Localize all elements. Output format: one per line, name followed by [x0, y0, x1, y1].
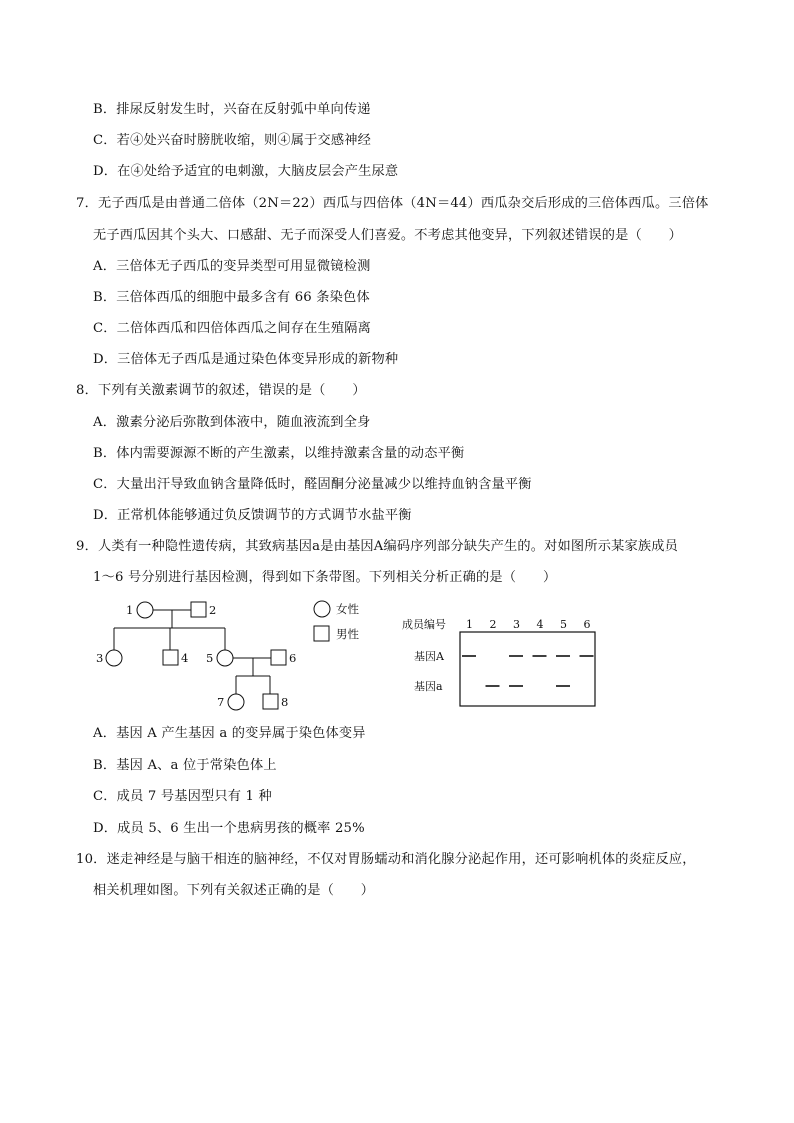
q6-option-c: C．若④处兴奋时膀胱收缩，则④属于交感神经 [93, 133, 372, 148]
q8-option-b: B．体内需要源源不断的产生激素，以维持激素含量的动态平衡 [93, 446, 465, 461]
q9-stem-line1: 9．人类有一种隐性遗传病，其致病基因a是由基因A编码序列部分缺失产生的。对如图所示某家族成员 [76, 539, 679, 554]
q8-option-c: C．大量出汗导致血钠含量降低时，醛固酮分泌量减少以维持血钠含量平衡 [93, 477, 532, 492]
pedigree-label-1: 1 [126, 603, 134, 617]
q9-option-a: A．基因 A 产生基因 a 的变异属于染色体变异 [93, 726, 366, 741]
gel-column-5: 5 [560, 618, 567, 631]
pedigree-label-7: 7 [217, 695, 225, 709]
pedigree-diagram [90, 592, 380, 718]
pedigree-label-2: 2 [209, 603, 217, 617]
pedigree-female-7 [228, 694, 244, 710]
q7-option-d: D．三倍体无子西瓜是通过染色体变异形成的新物种 [93, 352, 399, 367]
q7-option-c: C．二倍体西瓜和四倍体西瓜之间存在生殖隔离 [93, 321, 372, 336]
legend-female-symbol [314, 601, 330, 617]
q7-stem-line2: 无子西瓜因其个头大、口感甜、无子而深受人们喜爱。不考虑其他变异，下列叙述错误的是（ ） [93, 228, 683, 243]
gel-band-diagram [400, 610, 600, 710]
q8-option-a: A．激素分泌后弥散到体液中，随血液流到全身 [93, 415, 371, 430]
pedigree-label-3: 3 [96, 651, 104, 665]
pedigree-male-6 [271, 650, 286, 665]
q7-stem-line1: 7．无子西瓜是由普通二倍体（2N＝22）西瓜与四倍体（4N＝44）西瓜杂交后形成的三倍体西瓜。三倍体 [76, 196, 709, 211]
gel-column-2: 2 [489, 618, 497, 631]
q9-option-d: D．成员 5、6 生出一个患病男孩的概率 25% [93, 821, 365, 836]
gel-row-A-label: 基因A [414, 650, 444, 663]
pedigree-label-8: 8 [281, 695, 289, 709]
q7-option-a: A．三倍体无子西瓜的变异类型可用显微镜检测 [93, 259, 371, 274]
gel-frame [460, 632, 595, 706]
q10-stem-line2: 相关机理如图。下列有关叙述正确的是（ ） [93, 883, 375, 898]
pedigree-female-1 [137, 602, 153, 618]
legend-male-label: 男性 [336, 627, 359, 641]
gel-row-a-label: 基因a [414, 680, 443, 693]
gel-column-6: 6 [583, 618, 591, 631]
pedigree-label-5: 5 [206, 651, 214, 665]
pedigree-label-4: 4 [181, 651, 189, 665]
q8-stem: 8．下列有关激素调节的叙述，错误的是（ ） [76, 383, 366, 398]
legend-male-symbol [314, 626, 329, 641]
pedigree-male-2 [191, 602, 206, 617]
gel-column-3: 3 [513, 618, 520, 631]
pedigree-female-5 [217, 650, 233, 666]
q6-option-b: B．排尿反射发生时，兴奋在反射弧中单向传递 [93, 102, 371, 117]
q9-stem-line2: 1～6 号分别进行基因检测，得到如下条带图。下列相关分析正确的是（ ） [93, 570, 557, 585]
gel-column-1: 1 [466, 618, 473, 631]
q7-option-b: B．三倍体西瓜的细胞中最多含有 66 条染色体 [93, 290, 370, 305]
q9-option-c: C．成员 7 号基因型只有 1 种 [93, 789, 272, 804]
pedigree-male-4 [163, 650, 178, 665]
legend-female-label: 女性 [336, 602, 359, 616]
q9-option-b: B．基因 A、a 位于常染色体上 [93, 758, 277, 773]
gel-header-label: 成员编号 [402, 618, 446, 631]
pedigree-male-8 [263, 694, 278, 709]
pedigree-female-3 [106, 650, 122, 666]
q6-option-d: D．在④处给予适宜的电刺激，大脑皮层会产生尿意 [93, 164, 399, 179]
gel-column-4: 4 [536, 618, 544, 631]
q10-stem-line1: 10．迷走神经是与脑干相连的脑神经，不仅对胃肠蠕动和消化腺分泌起作用，还可影响机体的炎症反应， [76, 852, 696, 867]
pedigree-label-6: 6 [289, 651, 297, 665]
q8-option-d: D．正常机体能够通过负反馈调节的方式调节水盐平衡 [93, 508, 412, 523]
